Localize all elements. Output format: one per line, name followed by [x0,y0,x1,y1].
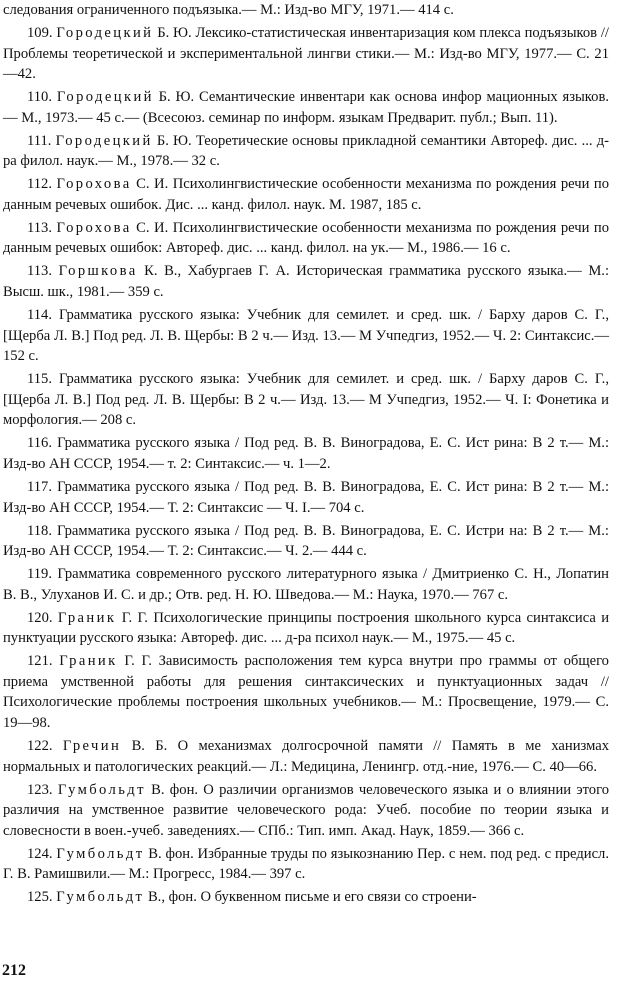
bibliography-entry-117 [3,477,609,518]
entry-author: Граник [59,653,118,670]
entry-text: С. И. Психолингвистические особенности механизма по рождения речи по данным речевых ошибок: Автореф. дис. ... канд. филол. на ук.— М., 1986.— 16 с. [3,219,610,257]
entry-author: Горохова [56,176,132,193]
entry-author: Гумбольдт [57,781,146,798]
entry-author: Горохова [56,219,132,236]
entry-text: Б. Ю. Лексико-статистическая инвентаризация ком плекса подъязыков // Проблемы теоретической и экспериментальной лингви стики.— М.: Изд-во МГУ, 1977.— С. 21—42. [3,24,609,83]
bibliography-list [3,0,609,910]
entry-number: 124. [27,845,53,862]
entry-text: следования ограниченного подъязыка.— М.: Изд-во МГУ, 1971.— 414 с. [3,2,454,18]
entry-author: Городецкий [56,89,154,106]
bibliography-entry-114 [3,305,609,367]
entry-text: Грамматика русского языка / Под ред. В. В. Виноградова, Е. С. Ист рина: В 2 т.— М.: Изд-во АН СССР, 1954.— Т. 2: Синтаксис — Ч. I.— 704 с. [3,478,610,516]
entry-number: 120. [27,609,53,626]
entry-number: 111. [27,132,52,149]
entry-text: Грамматика русского языка / Под ред. В. В. Виноградова, Е. С. Ист рина: В 2 т.— М.: Изд-во АН СССР, 1954.— т. 2: Синтаксис.— ч. 1—2. [3,435,610,472]
entry-number: 117. [27,478,52,495]
bibliography-entry-113b [3,261,609,302]
entry-number: 112. [27,176,52,193]
entry-author: Гречин [62,738,122,755]
entry-text: В. фон. О различии организмов человеческого языка и о влиянии этого различия на умственное развитие человеческого рода: Учеб. пособие по теории языка и словесности в воен.-учеб. заведениях.— СПб.: Тип. имп. Акад. Наук, 1859.— 366 с. [3,781,609,839]
bibliography-entry-125 [3,887,609,908]
entry-number: 125. [27,889,53,906]
entry-text: Б. Ю. Семантические инвентари как основа инфор мационных языков.— М., 1973.— 45 с.— (Всесоюз. семинар по информ. языкам Предварит. публ.; Вып. 11). [3,89,609,126]
bibliography-entry-112 [3,174,609,215]
entry-text: Грамматика русского языка: Учебник для семилет. и сред. шк. / Барху даров С. Г., [Щерба Л. В.] Под ред. Л. В. Щербы: В 2 ч.— Изд. 13.— М Учпедгиз, 1952.— Ч. 2: Синтаксис.— 152 с. [3,307,609,365]
entry-number: 109. [27,24,53,41]
bibliography-entry-122 [3,736,609,777]
entry-text: Грамматика русского языка / Под ред. В. В. Виноградова, Е. С. Истри на: В 2 т.— М.: Изд-во АН СССР, 1954.— Т. 2: Синтаксис.— Ч. 2.— 444 с. [3,522,609,560]
entry-number: 123. [27,781,53,798]
entry-number: 115. [27,371,52,388]
entry-number: 121. [27,653,53,670]
entry-text: В., фон. О буквенном письме и его связи со строени- [147,889,477,906]
bibliography-entry-119 [3,564,609,605]
entry-author: Городецкий [55,132,153,149]
entry-author: Гумбольдт [56,845,145,862]
entry-author: Горшкова [58,263,138,280]
entry-author: Граник [57,609,117,626]
bibliography-entry-110 [3,87,609,128]
entry-number: 119. [27,566,52,583]
entry-author: Городецкий [56,24,154,41]
bibliography-entry-continuation [3,0,609,21]
bibliography-entry-113a [3,218,609,259]
entry-number: 113. [27,219,52,236]
bibliography-entry-120 [3,608,609,649]
entry-text: Грамматика русского языка: Учебник для семилет. и сред. шк. / Барху даров С. Г., [Щерба Л. В.] Под ред. Л. В. Щербы: В 2 ч.— Изд. 13.— М Учпедгиз, 1952.— Ч. I: Фонетика и морфология.— 208 с. [3,371,609,429]
entry-text: К. В., Хабургаев Г. А. Историческая грамматика русского языка.— М.: Высш. шк., 1981.— 359 с. [3,263,610,301]
entry-text: В. Б. О механизмах долгосрочной памяти // Память в ме ханизмах нормальных и патологических реакций.— Л.: Медицина, Ленингр. отд.-ние, 1976.— С. 40—66. [3,738,609,775]
entry-text: В. фон. Избранные труды по языкознанию Пер. с нем. под ред. с предисл. Г. В. Рамишвили.— М.: Прогресс, 1984.— 397 с. [3,845,609,883]
entry-text: С. И. Психолингвистические особенности механизма по рождения речи по данным речевых ошибок. Дис. ... канд. филол. наук. М. 1987, 185 с. [3,176,610,213]
entry-text: Грамматика современного русского литературного языка / Дмитриенко С. Н., Лопатин В. В., Улуханов И. С. и др.; Отв. ред. Н. Ю. Шведова.— М.: Наука, 1970.— 767 с. [3,566,609,603]
bibliography-entry-115 [3,369,609,431]
entry-number: 113. [27,263,52,280]
entry-number: 116. [27,435,52,452]
entry-number: 118. [27,522,52,539]
bibliography-entry-109 [3,23,609,85]
bibliography-entry-118 [3,521,609,562]
entry-text: Г. Г. Психологические принципы построения школьного курса синтаксиса и пунктуации русского языка: Автореф. дис. ... д-ра психол наук.— М., 1975.— 45 с. [3,609,609,647]
entry-author: Гумбольдт [56,889,145,906]
entry-text: Г. Г. Зависимость расположения тем курса внутри про граммы от общего приема умственной работы для решения синтаксических и пунктуационных задач // Психологические проблемы построения школьных учебников.— М.: Просвещение, 1979.— С. 19—98. [3,653,609,732]
entry-text: Б. Ю. Теоретические основы прикладной семантики Автореф. дис. ... д-ра филол. наук.— М., 1978.— 32 с. [3,132,609,170]
bibliography-entry-124 [3,844,609,885]
bibliography-entry-121 [3,651,609,733]
page-number: 212 [2,962,26,979]
bibliography-entry-116 [3,433,609,474]
entry-number: 122. [27,738,53,755]
bibliography-entry-111 [3,131,609,172]
entry-number: 110. [27,89,52,106]
entry-number: 114. [27,307,52,324]
bibliography-entry-123 [3,780,609,842]
